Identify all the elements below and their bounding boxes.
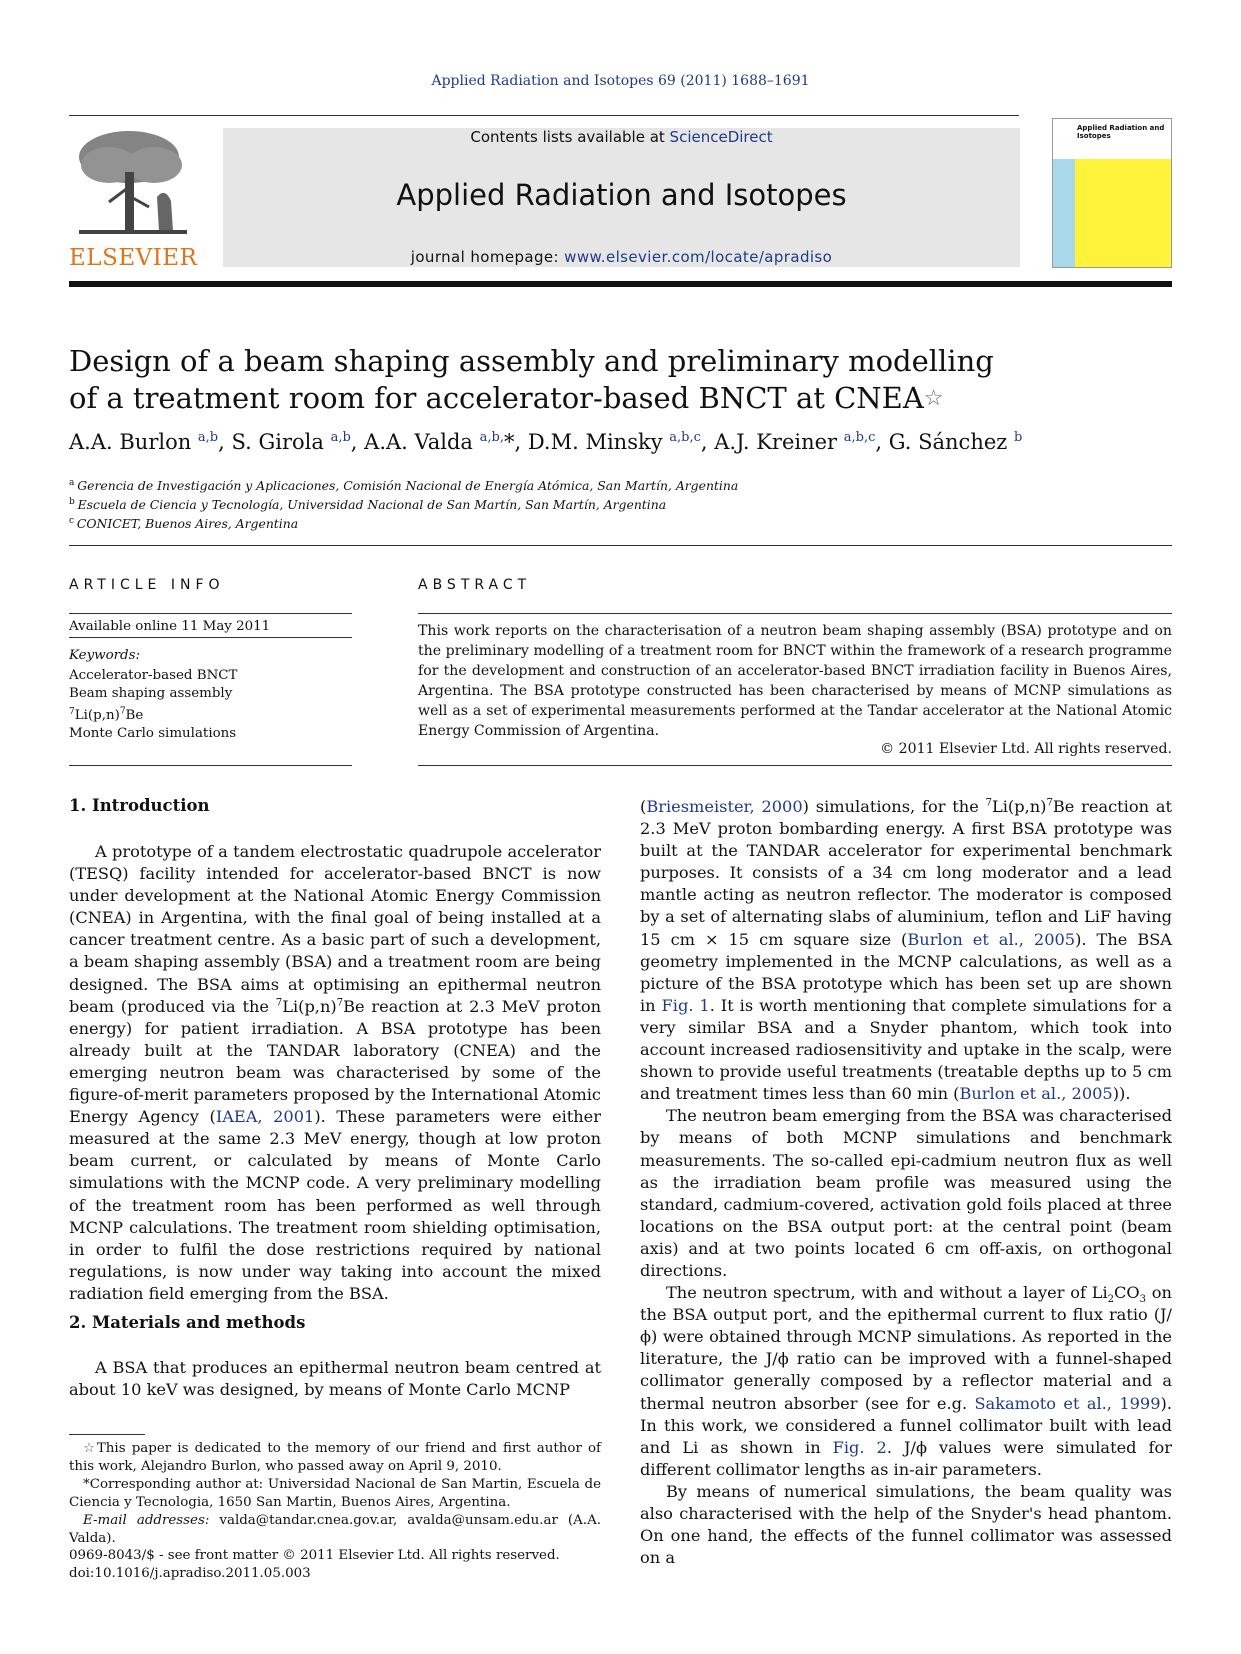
- homepage-prefix: journal homepage:: [410, 248, 565, 266]
- affiliation-item: $^a$ Gerencia de Investigación y Aplicaciones, Comisión Nacional de Energía Atómica, San Martín, Argentina: [69, 478, 739, 494]
- text-run: A prototype of a tandem electrostatic quadrupole accelerator (TESQ) facility intended for accelerator-based BNCT is now under development at the National Atomic Energy Commission (CNEA) in Argentina, with the final goal of being installed at a cancer treatment centre. As a basic part of such a development, a beam shaping assembly (BSA) and a treatment room are being designed. The BSA aims at optimising an epithermal neutron beam (produced via the: [69, 842, 601, 1016]
- author-name[interactable]: A.A. Burlon: [69, 430, 198, 454]
- corresponding-author-mark[interactable]: *: [503, 430, 515, 454]
- journal-header-box: [223, 128, 1020, 267]
- footnote-email: [69, 1512, 601, 1548]
- figure-link[interactable]: Fig. 2: [832, 1437, 887, 1457]
- author-affiliation-marks: a,b,c: [669, 430, 701, 445]
- keyword-item: Accelerator-based BNCT: [69, 668, 238, 683]
- text-run: The neutron spectrum, with and without a layer of Li: [666, 1283, 1108, 1303]
- section-heading-introduction: 1. Introduction: [69, 796, 210, 815]
- methods-body: [69, 1357, 601, 1401]
- text-run: on the BSA output port, and the epithermal current to flux ratio (J/ϕ) were obtained through MCNP simulations. As reported in the literature, the J/ϕ ratio can be improved with a funnel-shaped collimator generally composed by a reflector material and a thermal neutron absorber (see for e.g.: [640, 1283, 1172, 1413]
- journal-cover-thumbnail[interactable]: [1052, 118, 1172, 268]
- issn-line: 0969-8043/$ - see front matter © 2011 Elsevier Ltd. All rights reserved.: [69, 1548, 560, 1563]
- footnote-text: This paper is dedicated to the memory of our friend and first author of this work, Alejandro Burlon, who passed away on April 9, 2010.: [69, 1441, 601, 1474]
- introduction-body: [69, 841, 601, 1305]
- journal-citation[interactable]: Applied Radiation and Isotopes 69 (2011) 1688–1691: [431, 73, 810, 89]
- citation-link[interactable]: Sakamoto et al., 1999: [974, 1393, 1161, 1413]
- homepage-link[interactable]: www.elsevier.com/locate/apradiso: [564, 248, 833, 266]
- author-affiliation-marks: a,b,: [479, 430, 504, 445]
- author-list: A.A. Burlon $^{a,b}$, S. Girola $^{a,b}$, A.A. Valda $^{a,b,}$*, D.M. Minsky $^{a,b,c}$, A.J. Kreiner $^{a,b,c}$, G. Sánchez $^b$: [69, 430, 1023, 454]
- info-rule: [69, 613, 352, 614]
- author-name[interactable]: A.A. Valda: [364, 430, 480, 454]
- homepage-line: [223, 248, 1020, 266]
- doi-line[interactable]: doi:10.1016/j.apradiso.2011.05.003: [69, 1566, 311, 1581]
- citation-link[interactable]: Briesmeister, 2000: [646, 797, 803, 816]
- elsevier-wordmark: ELSEVIER: [69, 245, 198, 271]
- keyword-item: $^7Li(p,n)^7Be$: [69, 707, 144, 724]
- text-run: . It is worth mentioning that complete simulations for a very similar BSA and a Snyder phantom, which took into account increased radiosensitivity and uptake in the scalp, were shown to provide useful treatments (treatable depths up to 5 cm and treatment times less than 60 min (: [640, 995, 1172, 1104]
- article-info-heading: ARTICLE INFO: [69, 577, 225, 593]
- text-run: Be reaction at 2.3 MeV proton bombarding energy. A first BSA prototype was built at the TANDAR accelerator for experimental benchmark purposes. It consists of a 34 cm long moderator and a lead mantle acting as neutron reflector. The moderator is composed by a set of alternating slabs of aluminium, teflon and LiF having 15 cm × 15 cm square size (: [640, 797, 1172, 949]
- paragraph: The neutron beam emerging from the BSA was characterised by means of both MCNP simulations and benchmark measurements. The so-called epi-cadmium neutron flux as well as the irradiation beam profile was measured using the standard, cadmium-covered, activation gold foils placed at three locations on the BSA output port: at the central point (beam axis) and at two points located 6 cm off-axis, on orthogonal directions.: [640, 1106, 1172, 1280]
- author-affiliation-marks: a,b,c: [843, 430, 876, 445]
- header-thick-rule: [69, 281, 1172, 287]
- abstract-rule: [418, 613, 1172, 614]
- header-top-rule: [69, 115, 1019, 116]
- section-heading-methods: 2. Materials and methods: [69, 1313, 306, 1332]
- author-affiliation-marks: b: [1014, 430, 1023, 445]
- abstract-copyright: © 2011 Elsevier Ltd. All rights reserved.: [880, 741, 1172, 757]
- author-name[interactable]: G. Sánchez: [888, 430, 1015, 454]
- affiliations: [69, 475, 1169, 532]
- citation-link[interactable]: IAEA, 2001: [215, 1107, 315, 1127]
- elsevier-tree-icon: [69, 127, 197, 243]
- email-label: E-mail addresses:: [83, 1513, 210, 1528]
- paragraph: By means of numerical simulations, the beam quality was also characterised with the help of the Snyder's head phantom. On one hand, the effects of the funnel collimator was assessed on a: [640, 1481, 1172, 1568]
- keyword-text: $Li(p,n)^7Be$: [74, 707, 144, 724]
- author-affiliation-marks: a,b: [197, 430, 219, 445]
- article-title: [69, 343, 1119, 417]
- author-name[interactable]: S. Girola: [231, 430, 331, 454]
- affiliation-item: $^b$ Escuela de Ciencia y Tecnología, Universidad Nacional de San Martín, San Martín, Argentina: [69, 497, 667, 513]
- keywords-list: [69, 667, 237, 743]
- text-run: . J/ϕ values were simulated for different collimator lengths as in-air parameters.: [640, 1437, 1172, 1479]
- text-run: ). In this work, we considered a funnel collimator built with lead and Li as shown in: [640, 1393, 1172, 1457]
- paragraph: A prototype of a tandem electrostatic quadrupole accelerator (TESQ) facility intended for accelerator-based BNCT is now under development at the National Atomic Energy Commission (CNEA) in Argentina, with the final goal of being installed at a cancer treatment centre. As a basic part of such a development, a beam shaping assembly (BSA) and a treatment room are being designed. The BSA aims at optimising an epithermal neutron beam (produced via the $^7Li(p,n)^7Be$ reaction at 2.3 MeV proton energy) for patient irradiation. A BSA prototype has been already built at the TANDAR laboratory (CNEA) and the emerging neutron beam was characterised by some of the figure-of-merit parameters proposed by the International Atomic Energy Agency (IAEA, 2001). These parameters were either measured at the same 2.3 MeV energy, though at low proton beam current, or calculated by means of Monte Carlo simulations with the MCNP code. A very preliminary modelling of the treatment room has been performed as well through MCNP calculations. The treatment room shielding optimisation, in order to fulfil the dose restrictions required by national regulations, is now under way taking into account the mixed radiation field emerging from the BSA.: [69, 842, 602, 1303]
- text-run: )).: [1112, 1084, 1131, 1104]
- affiliation-item: $^c$ CONICET, Buenos Aires, Argentina: [69, 516, 299, 532]
- abstract-text: This work reports on the characterisation of a neutron beam shaping assembly (BSA) prototype and on the preliminary modelling of a treatment room for BNCT within the framework of a research programme for the development and construction of an accelerator-based BNCT irradiation facility in Buenos Aires, Argentina. The BSA prototype constructed has been characterised by means of MCNP simulations as well as a set of experimental measurements performed at the Tandar accelerator at the National Atomic Energy Commission of Argentina.: [418, 623, 1172, 739]
- text-run: ). These parameters were either measured at the same 2.3 MeV energy, though at low proton beam current, or calculated by means of Monte Carlo simulations with the MCNP code. A very preliminary modelling of the treatment room has been performed as well through MCNP calculations. The treatment room shielding optimisation, in order to fulfil the dose restrictions required by national regulations, is now under way taking into account the mixed radiation field emerging from the BSA.: [69, 1107, 602, 1303]
- paragraph: A BSA that produces an epithermal neutron beam centred at about 10 keV was designed, by means of Monte Carlo MCNP: [69, 1358, 601, 1400]
- email-addresses[interactable]: valda@tandar.cnea.gov.ar, avalda@unsam.edu.ar (A.A. Valda).: [69, 1513, 601, 1546]
- text-run: ) simulations, for the: [802, 797, 986, 816]
- text-run: Be reaction at 2.3 MeV proton energy) for patient irradiation. A BSA prototype has been already built at the TANDAR laboratory (CNEA) and the emerging neutron beam was characterised by some of the figure-of-merit parameters proposed by the International Atomic Energy Agency (: [69, 996, 602, 1127]
- text-run: Li(p,n): [991, 797, 1047, 816]
- keyword-item: Monte Carlo simulations: [69, 726, 237, 742]
- cover-yellow-panel: [1075, 159, 1172, 268]
- abstract-heading: ABSTRACT: [418, 577, 532, 593]
- citation-link[interactable]: Burlon et al., 2005: [959, 1084, 1113, 1104]
- footnotes: [69, 1440, 601, 1548]
- keywords-label: Keywords:: [69, 648, 141, 663]
- title-divider-rule: [69, 545, 1172, 546]
- text-run: ). The BSA geometry implemented in the MCNP calculations, as well as a picture of the BSA prototype which has been set up are shown in: [640, 929, 1172, 1015]
- dedication-star-icon[interactable]: ☆: [923, 386, 944, 411]
- author-name[interactable]: A.J. Kreiner: [714, 430, 844, 454]
- footnote-rule: [69, 1434, 145, 1435]
- author-name[interactable]: D.M. Minsky: [527, 430, 670, 454]
- citation-link[interactable]: Burlon et al., 2005: [907, 929, 1076, 949]
- available-online: Available online 11 May 2011: [69, 619, 271, 634]
- sciencedirect-link[interactable]: ScienceDirect: [669, 128, 773, 146]
- abstract-rule: [418, 765, 1172, 766]
- keyword-item: Beam shaping assembly: [69, 686, 233, 701]
- title-line-1: Design of a beam shaping assembly and preliminary modelling: [69, 344, 994, 378]
- contents-prefix: Contents lists available at: [470, 128, 670, 146]
- footnote-dedication: [69, 1440, 601, 1476]
- figure-link[interactable]: Fig. 1: [661, 995, 710, 1015]
- text-run: Li(p,n): [282, 996, 337, 1016]
- paragraph: The neutron spectrum, with and without a layer of $Li_2CO_3$ on the BSA output port, and the epithermal current to flux ratio (J/ϕ) were obtained through MCNP simulations. As reported in the literature, the J/ϕ ratio can be improved with a funnel-shaped collimator generally composed by a reflector material and a thermal neutron absorber (see for e.g. Sakamoto et al., 1999). In this work, we considered a funnel collimator built with lead and Li as shown in Fig. 2. J/ϕ values were simulated for different collimator lengths as in-air parameters.: [640, 1283, 1172, 1479]
- cover-blue-band: [1053, 159, 1075, 268]
- title-line-2: of a treatment room for accelerator-based BNCT at CNEA: [69, 381, 924, 415]
- elsevier-logo: [69, 127, 198, 271]
- author-affiliation-marks: a,b: [330, 430, 351, 445]
- footnote-text: Corresponding author at: Universidad Nacional de San Martin, Escuela de Ciencia y Tecnologia, 1650 San Martin, Buenos Aires, Argentina.: [69, 1477, 601, 1510]
- contents-line: [223, 128, 1020, 146]
- footnote-corresponding: *Corresponding author at: Universidad Nacional de San Martin, Escuela de Ciencia y Tecnologia, 1650 San Martin, Buenos Aires, Argentina.: [69, 1477, 601, 1510]
- right-column-body: [640, 796, 1172, 1569]
- info-rule: [69, 637, 352, 638]
- paragraph: (Briesmeister, 2000) simulations, for the $^7Li(p,n)^7Be$ reaction at 2.3 MeV proton bombarding energy. A first BSA prototype was built at the TANDAR accelerator for experimental benchmark purposes. It consists of a 34 cm long moderator and a lead mantle acting as neutron reflector. The moderator is composed by a set of alternating slabs of aluminium, teflon and LiF having 15 cm × 15 cm square size (Burlon et al., 2005). The BSA geometry implemented in the MCNP calculations, as well as a picture of the BSA prototype which has been set up are shown in Fig. 1. It is worth mentioning that complete simulations for a very similar BSA and a Snyder phantom, which took into account increased radiosensitivity and uptake in the scalp, were shown to provide useful treatments (treatable depths up to 5 cm and treatment times less than 60 min (Burlon et al., 2005)).: [640, 797, 1172, 1104]
- text-run: CO: [1114, 1283, 1140, 1303]
- info-rule: [69, 765, 352, 766]
- journal-name: Applied Radiation and Isotopes: [396, 178, 847, 212]
- cover-title: Applied Radiation and Isotopes: [1077, 124, 1165, 140]
- star-mark-icon: ☆: [83, 1441, 97, 1456]
- front-matter: [69, 1547, 560, 1583]
